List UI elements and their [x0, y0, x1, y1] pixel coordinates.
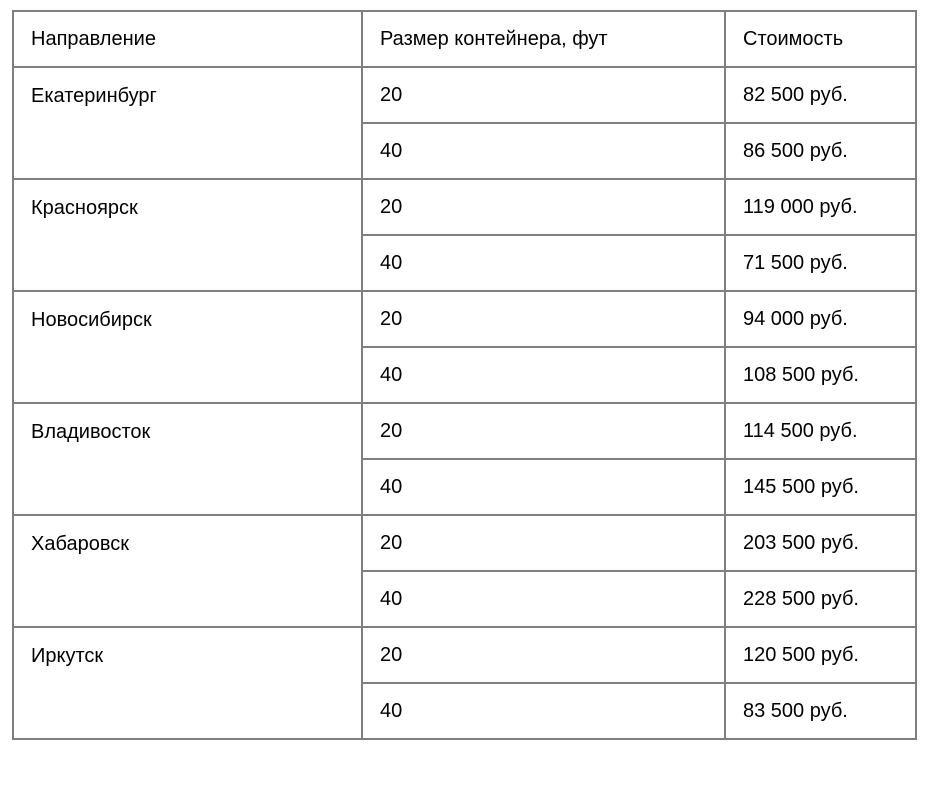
- city-cell: Владивосток: [13, 403, 362, 515]
- size-cell: 20: [362, 515, 725, 571]
- price-cell: 71 500 руб.: [725, 235, 916, 291]
- header-direction: Направление: [13, 11, 362, 67]
- size-cell: 20: [362, 179, 725, 235]
- size-cell: 40: [362, 347, 725, 403]
- table-row: [13, 291, 916, 347]
- city-cell: Екатеринбург: [13, 67, 362, 179]
- size-cell: 20: [362, 403, 725, 459]
- price-cell: 145 500 руб.: [725, 459, 916, 515]
- table-row: [13, 403, 916, 459]
- price-cell: 86 500 руб.: [725, 123, 916, 179]
- city-cell: Новосибирск: [13, 291, 362, 403]
- size-cell: 40: [362, 235, 725, 291]
- price-cell: 114 500 руб.: [725, 403, 916, 459]
- city-cell: Иркутск: [13, 627, 362, 739]
- table-row: [13, 627, 916, 683]
- price-table: [12, 10, 917, 740]
- size-cell: 20: [362, 627, 725, 683]
- table-row: [13, 515, 916, 571]
- size-cell: 40: [362, 459, 725, 515]
- price-cell: 94 000 руб.: [725, 291, 916, 347]
- table-header-row: [13, 11, 916, 67]
- size-cell: 20: [362, 291, 725, 347]
- price-cell: 203 500 руб.: [725, 515, 916, 571]
- size-cell: 20: [362, 67, 725, 123]
- header-container-size: Размер контейнера, фут: [362, 11, 725, 67]
- city-cell: Хабаровск: [13, 515, 362, 627]
- price-cell: 82 500 руб.: [725, 67, 916, 123]
- price-cell: 108 500 руб.: [725, 347, 916, 403]
- price-cell: 228 500 руб.: [725, 571, 916, 627]
- size-cell: 40: [362, 571, 725, 627]
- table-row: [13, 67, 916, 123]
- header-cost: Стоимость: [725, 11, 916, 67]
- city-cell: Красноярск: [13, 179, 362, 291]
- size-cell: 40: [362, 123, 725, 179]
- price-cell: 119 000 руб.: [725, 179, 916, 235]
- size-cell: 40: [362, 683, 725, 739]
- price-cell: 83 500 руб.: [725, 683, 916, 739]
- table-row: [13, 179, 916, 235]
- price-cell: 120 500 руб.: [725, 627, 916, 683]
